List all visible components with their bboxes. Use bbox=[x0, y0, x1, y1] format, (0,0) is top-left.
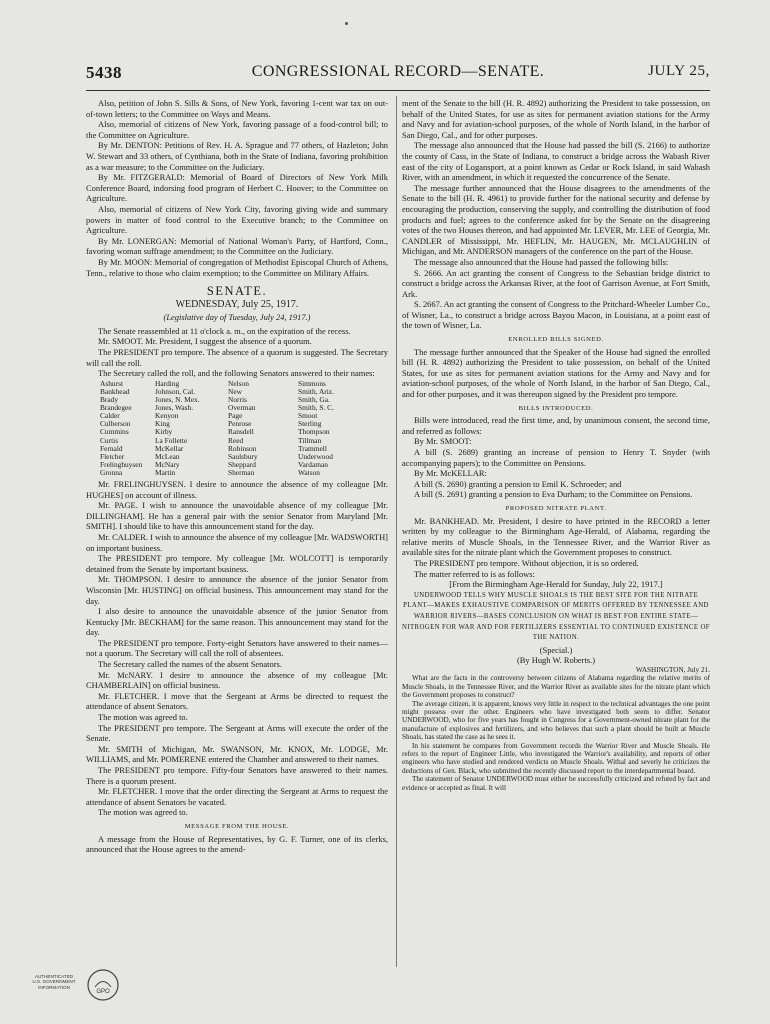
senator-name: Ashurst bbox=[100, 378, 123, 388]
senator-name: Nelson bbox=[228, 378, 249, 388]
source-line: [From the Birmingham Age-Herald for Sunday, July 22, 1917.] bbox=[449, 579, 663, 590]
senator-name: Simmons bbox=[298, 378, 326, 388]
paragraph: A bill (S. 2690) granting a pension to Emil K. Schroeder; and bbox=[414, 478, 622, 489]
senator-name: Jones, Wash. bbox=[155, 403, 194, 413]
nitrate-heading: PROPOSED NITRATE PLANT. bbox=[505, 504, 607, 512]
paragraph: By Mr. MOON: Memorial of congregation of Methodist Episcopal Church of Athens, Tenn., relative to those who claim exemption; to the Committee on Military Affairs. bbox=[86, 256, 388, 278]
senator-name: Harding bbox=[155, 378, 180, 388]
paragraph: The PRESIDENT pro tempore. The Sergeant at Arms will execute the order of the Senate. bbox=[86, 722, 388, 744]
senator-name: Ransdell bbox=[228, 427, 254, 437]
senator-name: Bankhead bbox=[100, 386, 130, 396]
paragraph: Mr. THOMPSON. I desire to announce the absence of the junior Senator from Wisconsin [Mr. HUSTING] on official business. This announcement may stand for the day. bbox=[86, 574, 388, 606]
senator-name: Sherman bbox=[228, 467, 255, 477]
page-number: 5438 bbox=[86, 63, 122, 82]
paragraph: The message also announced that the House had passed the bill (S. 2166) to authorize the county of Cass, in the State of Indiana, to construct a bridge across the Wabash River east of the city of Logansport, at a point known as Cedar or Rock Island, in said Wabash River, with an amendment, in which it requested the concurrence of the Senate. bbox=[402, 140, 710, 183]
senator-name: La Follette bbox=[155, 435, 188, 445]
senator-name: Tillman bbox=[298, 435, 322, 445]
paragraph: Also, petition of John S. Sills & Sons, of New York, favoring 1-cent war tax on out-of-town letters; to the Committee on Ways and Means. bbox=[86, 98, 388, 119]
stamp-line: U.S. GOVERNMENT bbox=[32, 979, 76, 985]
session-date: WEDNESDAY, July 25, 1917. bbox=[175, 298, 299, 310]
special-tag: (Special.) bbox=[539, 644, 573, 655]
paragraph: Mr. PAGE. I wish to announce the unavoidable absence of my colleague [Mr. DILLINGHAM]. He has a general pair with the senior Senator from Maryland [Mr. SMITH]. I should like to have this announcement stand for the day. bbox=[86, 500, 388, 532]
senator-name: Underwood bbox=[298, 451, 333, 461]
senator-name: Sheppard bbox=[228, 459, 256, 469]
right-column bbox=[402, 98, 710, 792]
paragraph: Mr. FLETCHER. I move that the Sergeant at Arms be directed to request the attendance of absent Senators. bbox=[86, 690, 388, 712]
paragraph: By Mr. McKELLAR: bbox=[414, 468, 487, 479]
senator-name: McLean bbox=[155, 451, 180, 461]
paragraph: The Secretary called the roll, and the following Senators answered to their names: bbox=[98, 368, 375, 379]
senator-name: Smith, Ariz. bbox=[298, 386, 334, 396]
senator-name: Smith, Ga. bbox=[298, 395, 330, 405]
paragraph: The message further announced that the Speaker of the House had signed the enrolled bill (H. R. 4892) authorizing the President to take possession, on behalf of the United States, for use as sites for permanent aviation stations for the Army and Navy and for aviation-school purposes, of the whole of North Island, in the harbor of San Diego, Cal., and for other purposes, and it was thereupon signed by the President pro tempore. bbox=[402, 346, 710, 400]
paragraph: The message also announced that the House had passed the following bills: bbox=[414, 256, 669, 267]
paragraph: A message from the House of Representatives, by G. F. Turner, one of its clerks, announced that the House agrees to the amend- bbox=[86, 833, 388, 855]
paragraph: The motion was agreed to. bbox=[98, 807, 188, 818]
header-date: JULY 25, bbox=[648, 63, 710, 79]
paragraph: ment of the Senate to the bill (H. R. 4892) authorizing the President to take possession, on behalf of the United States, for use as sites for permanent aviation stations for the Army and Navy and for aviation-school purposes, of the whole of North Island, in the harbor of San Diego, Cal., and for other purposes. bbox=[402, 98, 710, 140]
page-header bbox=[86, 63, 710, 85]
paragraph: The PRESIDENT pro tempore. My colleague [Mr. WOLCOTT] is temporarily detained from the Senate by important business. bbox=[86, 553, 388, 574]
paragraph: The PRESIDENT pro tempore. Forty-eight Senators have answered to their names—not a quorum. The Secretary will call the roll of absentees. bbox=[86, 637, 388, 659]
senator-name: McKellar bbox=[155, 443, 184, 453]
paragraph: By Mr. SMOOT: bbox=[414, 436, 472, 447]
paragraph: The PRESIDENT pro tempore. Fifty-four Senators have answered to their names. There is a quorum present. bbox=[86, 765, 388, 786]
paragraph: Also, memorial of citizens of New York City, favoring giving wide and summary powers in matter of food control to the Executive branch; to the Committee on Agriculture. bbox=[86, 203, 388, 236]
article-body bbox=[402, 666, 710, 792]
senator-name: Fletcher bbox=[100, 451, 125, 461]
column-divider bbox=[396, 96, 397, 967]
senator-name: Calder bbox=[100, 411, 120, 421]
senator-name: Vardaman bbox=[298, 459, 328, 469]
paragraph: The PRESIDENT pro tempore. Without objection, it is so ordered. bbox=[414, 557, 639, 568]
roll-call-list bbox=[100, 380, 388, 477]
stamp-text bbox=[30, 974, 78, 990]
senator-name: Jones, N. Mex. bbox=[155, 395, 200, 405]
paragraph: A bill (S. 2691) granting a pension to Eva Durham; to the Committee on Pensions. bbox=[414, 489, 693, 500]
paragraph: Mr. CALDER. I wish to announce the absence of my colleague [Mr. WADSWORTH] on important business. bbox=[86, 531, 388, 553]
senator-name: Brandegee bbox=[100, 403, 132, 413]
paragraph: Bills were introduced, read the first time, and, by unanimous consent, the second time, and referred as follows: bbox=[402, 415, 710, 436]
paragraph: Mr. McNARY. I desire to announce the absence of my colleague [Mr. CHAMBERLAIN] on official business. bbox=[86, 669, 388, 691]
senator-name: McNary bbox=[155, 459, 180, 469]
paragraph: Mr. BANKHEAD. Mr. President, I desire to have printed in the RECORD a letter written by my colleague to the Birmingham Age-Herald, of Alabama, regarding the relative merits of Muscle Shoals, in the Tennessee River, and the Warrior River as available sites for the nitrate plant which the Government proposes to construct. bbox=[402, 515, 710, 558]
senate-heading: SENATE. bbox=[206, 284, 268, 299]
senator-name: Saulsbury bbox=[228, 451, 258, 461]
senator-name: Trammell bbox=[298, 443, 327, 453]
stamp-line: AUTHENTICATED bbox=[34, 974, 74, 979]
senator-name: Martin bbox=[155, 467, 176, 477]
senator-name: King bbox=[155, 419, 170, 429]
paragraph: By Mr. LONERGAN: Memorial of National Woman's Party, of Hartford, Conn., favoring woman suffrage amendment; to the Committee on the Judiciary. bbox=[86, 235, 388, 257]
senator-name: Kenyon bbox=[155, 411, 179, 421]
senator-name: Brady bbox=[100, 395, 119, 405]
paragraph: The message further announced that the House disagrees to the amendments of the Senate to the bill (H. R. 4961) to provide further for the national security and defense by encouraging the production, conserving the supply, and controlling the distribution of food products and fuel; agrees to the conference asked for by the Senate on the disagreeing votes of the two Houses thereon, and had appointed Mr. LEVER, Mr. LEE of Georgia, Mr. CANDLER of Mississippi, Mr. HEFLIN, Mr. HAUGEN, Mr. MCLAUGHLIN of Michigan, and Mr. ANDERSON managers of the conference on the part of the House. bbox=[402, 182, 710, 257]
senator-name: Sterling bbox=[298, 419, 322, 429]
senator-name: Curtis bbox=[100, 435, 119, 445]
senator-name: Frelinghuysen bbox=[100, 459, 143, 469]
header-rule bbox=[86, 90, 710, 91]
legislative-day: (Legislative day of Tuesday, July 24, 1917.) bbox=[163, 312, 311, 323]
gpo-seal-icon bbox=[86, 968, 120, 1002]
paragraph: Mr. SMITH of Michigan, Mr. SWANSON, Mr. KNOX, Mr. LODGE, Mr. WILLIAMS, and Mr. POMERENE entered the Chamber and answered to their names. bbox=[86, 743, 388, 765]
paragraph: S. 2667. An act granting the consent of Congress to the Pritchard-Wheeler Lumber Co., of Wisner, La., to construct a bridge across Bayou Macon, in Louisiana, at a point east of the town of Wisner, La. bbox=[402, 299, 710, 331]
senator-name: Gronna bbox=[100, 467, 123, 477]
senator-name: Johnson, Cal. bbox=[155, 386, 196, 396]
running-title: CONGRESSIONAL RECORD—SENATE. bbox=[251, 63, 545, 80]
paragraph: The statement of Senator UNDERWOOD must either be successfully criticized and refuted by fact and evidence or accepted as final. It will bbox=[402, 775, 710, 792]
senator-name: Fernald bbox=[100, 443, 123, 453]
senator-name: Penrose bbox=[228, 419, 252, 429]
senator-name: Kirby bbox=[155, 427, 173, 437]
paragraph: The matter referred to is as follows: bbox=[414, 568, 535, 579]
paragraph: In his statement he compares from Government records the Warrior River and Muscle Shoals. He refers to the report of Engineer Little, who investigated the Warrior's availability, and reports of other engineers who have studied and rendered verdicts on Muscle Shoals. Withal and severly he criticizes the deductions of Gen. Black, who submitted the recently discussed report to the interdepartmental board. bbox=[402, 741, 710, 775]
gpo-authentication-stamp bbox=[30, 966, 150, 1008]
paragraph: A bill (S. 2689) granting an increase of pension to Henry T. Snyder (with accompanying papers); to the Committee on Pensions. bbox=[402, 447, 710, 468]
paragraph: The PRESIDENT pro tempore. The absence of a quorum is suggested. The Secretary will call the roll. bbox=[86, 347, 388, 368]
paragraph: S. 2666. An act granting the consent of Congress to the Sebastian bridge district to construct a bridge across the Arkansas River, at the foot of Garrison Avenue, at Fort Smith, Ark. bbox=[402, 267, 710, 299]
paragraph: The Senate reassembled at 11 o'clock a. m., on the expiration of the recess. bbox=[98, 325, 351, 336]
enrolled-heading: ENROLLED BILLS SIGNED. bbox=[508, 336, 604, 344]
paragraph: By Mr. FITZGERALD: Memorial of Board of Directors of New York Milk Conference Board, indorsing food program of Herbert C. Hoover; to the Committee on Agriculture. bbox=[86, 172, 388, 204]
senator-name: Norris bbox=[228, 395, 247, 405]
senator-name: Cummins bbox=[100, 427, 129, 437]
paragraph: By Mr. DENTON: Petitions of Rev. H. A. Sprague and 77 others, of Hazleton; John W. Stewart and 33 others, of Cynthiana, both in the State of Indiana, favoring prohibition as a war measure; to the Committee on the Judiciary. bbox=[86, 140, 388, 172]
paragraph: Mr. FLETCHER. I move that the order directing the Sergeant at Arms to request the attendance of absent Senators be vacated. bbox=[86, 786, 388, 807]
senator-name: Robinson bbox=[228, 443, 257, 453]
message-heading: MESSAGE FROM THE HOUSE. bbox=[184, 822, 290, 830]
senator-name: Smoot bbox=[298, 411, 318, 421]
senator-name: Watson bbox=[298, 467, 320, 477]
dateline: WASHINGTON, July 21. bbox=[635, 665, 710, 674]
byline: (By Hugh W. Roberts.) bbox=[516, 655, 596, 666]
paragraph: What are the facts in the controversy between citizens of Alabama regarding the relative merits of Muscle Shoals, in the Tennessee River, and the Warrior River as available sites for the nitrate plant which the Government proposes to construct? bbox=[402, 674, 710, 700]
paragraph: The Secretary called the names of the absent Senators. bbox=[98, 659, 282, 670]
senator-name: Thompson bbox=[298, 427, 330, 437]
senator-name: Smith, S. C. bbox=[298, 403, 334, 413]
senator-name: Overman bbox=[228, 403, 256, 413]
stamp-line: INFORMATION bbox=[38, 984, 70, 990]
bills-heading: BILLS INTRODUCED. bbox=[518, 404, 594, 412]
senator-name: New bbox=[228, 386, 242, 396]
paragraph: The average citizen, it is apparent, knows very little in respect to the technical advantages the one point might possess over the other. Engineers who have investigated both seem to differ. Senator UNDERWOOD, who for five years has fought in Congress for a Government-owned nitrate plant for the manufacture of explosives and fertilizers, and who believes that such a plant should be built at Muscle Shoals, has stated the case as he sees it. bbox=[402, 699, 710, 742]
seal-label: GPO bbox=[96, 989, 110, 995]
paragraph: Also, memorial of citizens of New York, favoring passage of a food-control bill; to the Committee on Agriculture. bbox=[86, 119, 388, 140]
paragraph: I also desire to announce the unavoidable absence of the junior Senator from Kentucky [Mr. BECKHAM] for the same reason. This announcement may stand for the day. bbox=[86, 606, 388, 638]
print-speck bbox=[345, 22, 348, 25]
senator-name: Reed bbox=[228, 435, 244, 445]
senator-name: Culberson bbox=[100, 419, 131, 429]
left-column bbox=[86, 98, 388, 855]
article-headline: UNDERWOOD TELLS WHY MUSCLE SHOALS IS THE BEST SITE FOR THE NITRATE PLANT—MAKES EXHAUSTIVE COMPARISON OF MERITS OFFERED BY TENNESSEE AND WARRIOR RIVERS—BASES CONCLUSION ON WHAT IS BEST FOR ENTIRE STATE—NITROGEN FOR WAR AND FOR FERTILIZERS ESSENTIAL TO CONTINUED EXISTENCE OF THE NATION. bbox=[402, 591, 710, 642]
paragraph: Mr. SMOOT. Mr. President, I suggest the absence of a quorum. bbox=[98, 336, 312, 347]
paragraph: The motion was agreed to. bbox=[98, 712, 188, 723]
paragraph: Mr. FRELINGHUYSEN. I desire to announce the absence of my colleague [Mr. HUGHES] on account of illness. bbox=[86, 478, 388, 500]
senator-name: Page bbox=[228, 411, 243, 421]
